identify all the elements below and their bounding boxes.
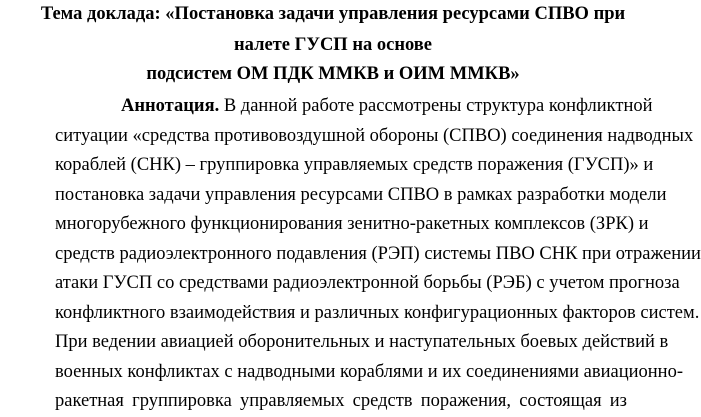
abstract-label: Аннотация. <box>121 96 220 116</box>
abstract-line-3: кораблей (СНК) – группировка управляемых средств поражения (ГУСП)» и <box>55 155 654 175</box>
paragraph-2 <box>55 328 683 417</box>
paragraph-2-line-3: ракетная группировка управляемых средств поражения, состоящая из <box>55 391 627 411</box>
title-line-3: подсистем ОМ ПДК ММКВ и ОИМ ММКВ» <box>146 64 520 84</box>
abstract-line-6: средств радиоэлектронного подавления (РЭП) системы ПВО СНК при отражении <box>55 243 701 264</box>
abstract-line-1-text: В данной работе рассмотрены структура конфликтной <box>219 96 653 116</box>
paragraph-2-line-1: При ведении авиацией оборонительных и наступательных боевых действий в <box>55 332 669 352</box>
abstract-line-1 <box>55 92 653 122</box>
paragraph-2-line-2: военных конфликтах с надводными кораблями и их соединениями авиационно- <box>55 361 683 382</box>
title-line-1: Тема доклада: «Постановка задачи управления ресурсами СПВО при <box>40 4 626 24</box>
abstract-line-8: конфликтного взаимодействия и различных конфигурационных факторов систем. <box>55 302 700 323</box>
abstract-line-2: ситуации «средства противовоздушной обороны (СПВО) соединения надводных <box>55 125 694 146</box>
abstract-line-4: постановка задачи управления ресурсами СПВО в рамках разработки модели <box>55 184 667 205</box>
title-line-2: налете ГУСП на основе <box>234 35 432 55</box>
abstract-line-5: многорубежного функционирования зенитно-ракетных комплексов (ЗРК) и <box>55 214 649 234</box>
abstract-paragraph <box>55 92 701 328</box>
abstract-line-7: атаки ГУСП со средствами радиоэлектронной борьбы (РЭБ) с учетом прогноза <box>55 273 680 293</box>
